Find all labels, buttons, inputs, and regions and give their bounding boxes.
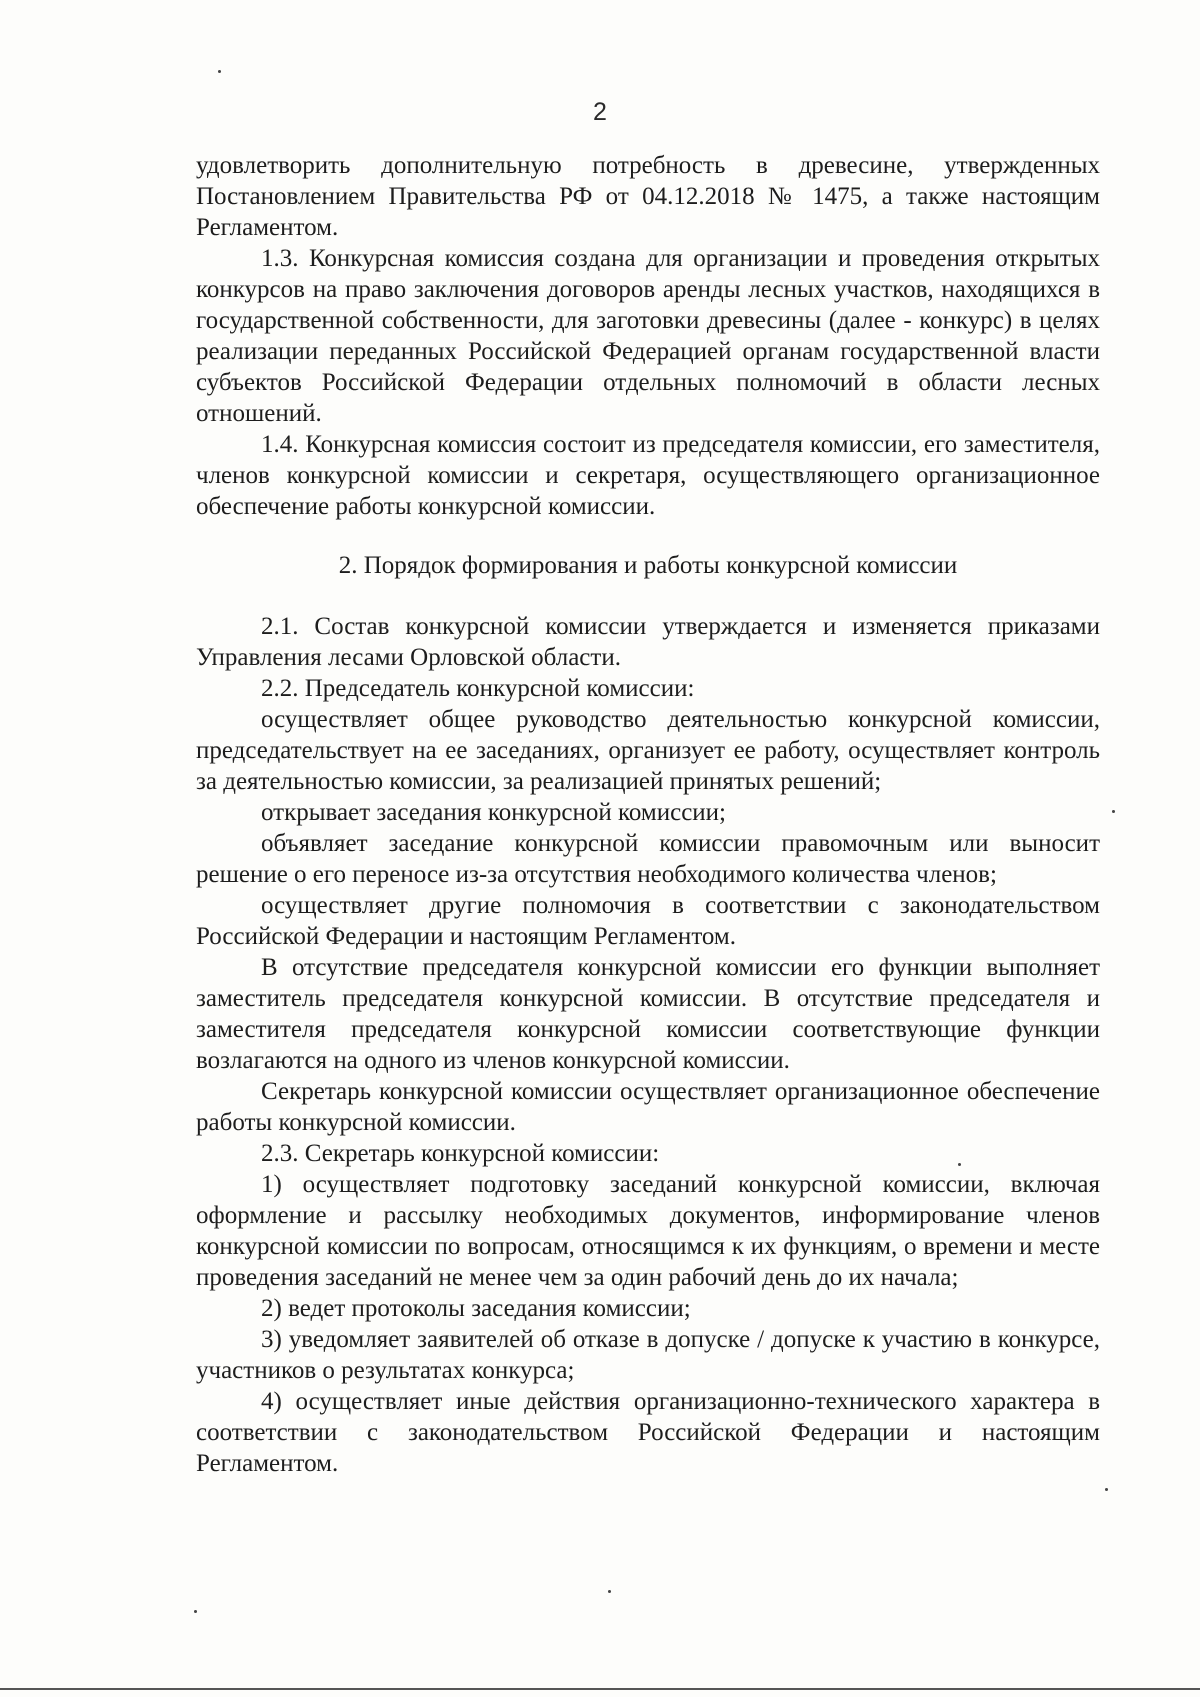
chairman-duty-open: открывает заседания конкурсной комиссии; bbox=[261, 799, 726, 826]
secretary-duty-3: 3) уведомляет заявителей об отказе в допуске / допуске к участию в конкурсе, участников о результатах конкурса; bbox=[196, 1326, 1100, 1384]
scan-speck bbox=[1112, 810, 1115, 813]
chairman-duty-other: осуществляет другие полномочия в соответствии с законодательством Российской Федерации и настоящим Регламентом. bbox=[196, 892, 1100, 950]
paragraph-continuation: удовлетворить дополнительную потребность в древесине, утвержденных Постановлением Правительства РФ от 04.12.2018 № 1475, а также настоящим Регламентом. bbox=[196, 152, 1100, 241]
scan-speck bbox=[194, 1610, 197, 1613]
scan-speck bbox=[1105, 1488, 1108, 1491]
scan-speck bbox=[958, 1163, 961, 1166]
paragraph-1-4: 1.4. Конкурсная комиссия состоит из председателя комиссии, его заместителя, членов конкурсной комиссии и секретаря, осуществляющего организационное обеспечение работы конкурсной комиссии. bbox=[196, 431, 1100, 520]
section-heading: 2. Порядок формирования и работы конкурсной комиссии bbox=[338, 552, 958, 579]
scan-speck bbox=[608, 1590, 611, 1593]
secretary-duty-1: 1) осуществляет подготовку заседаний конкурсной комиссии, включая оформление и рассылку необходимых документов, информирование членов конкурсной комиссии по вопросам, относящимся к их функциям, о времени и месте проведения заседаний не менее чем за один рабочий день до их начала; bbox=[196, 1171, 1100, 1291]
scan-speck bbox=[218, 70, 221, 73]
paragraph-1-3: 1.3. Конкурсная комиссия создана для организации и проведения открытых конкурсов на право заключения договоров аренды лесных участков, находящихся в государственной собственности, для заготовки древесины (далее - конкурс) в целях реализации переданных Российской Федерацией органам государственной власти субъектов Российской Федерации отдельных полномочий в области лесных отношений. bbox=[196, 245, 1100, 427]
secretary-duty-4: 4) осуществляет иные действия организационно-технического характера в соответствии с законодательством Российской Федерации и настоящим Регламентом. bbox=[196, 1388, 1100, 1477]
secretary-duty-2: 2) ведет протоколы заседания комиссии; bbox=[261, 1295, 691, 1322]
chairman-duty-quorum: объявляет заседание конкурсной комиссии правомочным или выносит решение о его переносе из-за отсутствия необходимого количества членов; bbox=[196, 830, 1100, 888]
paragraph-2-3: 2.3. Секретарь конкурсной комиссии: bbox=[261, 1140, 660, 1167]
scan-bottom-edge bbox=[0, 1688, 1200, 1690]
chairman-duty-general: осуществляет общее руководство деятельностью конкурсной комиссии, председательствует на ее заседаниях, организует ее работу, осуществляет контроль за деятельностью комиссии, за реализацией принятых решений; bbox=[196, 706, 1100, 795]
chairman-absence: В отсутствие председателя конкурсной комиссии его функции выполняет заместитель председателя конкурсной комиссии. В отсутствие председателя и заместителя председателя конкурсной комиссии соответствующие функции возлагаются на одного из членов конкурсной комиссии. bbox=[196, 954, 1100, 1074]
paragraph-2-2: 2.2. Председатель конкурсной комиссии: bbox=[261, 675, 695, 702]
secretary-role: Секретарь конкурсной комиссии осуществляет организационное обеспечение работы конкурсной комиссии. bbox=[196, 1078, 1100, 1136]
paragraph-2-1: 2.1. Состав конкурсной комиссии утверждается и изменяется приказами Управления лесами Орловской области. bbox=[196, 613, 1100, 671]
page-number: 2 bbox=[593, 98, 607, 126]
document-body bbox=[196, 150, 1100, 1479]
